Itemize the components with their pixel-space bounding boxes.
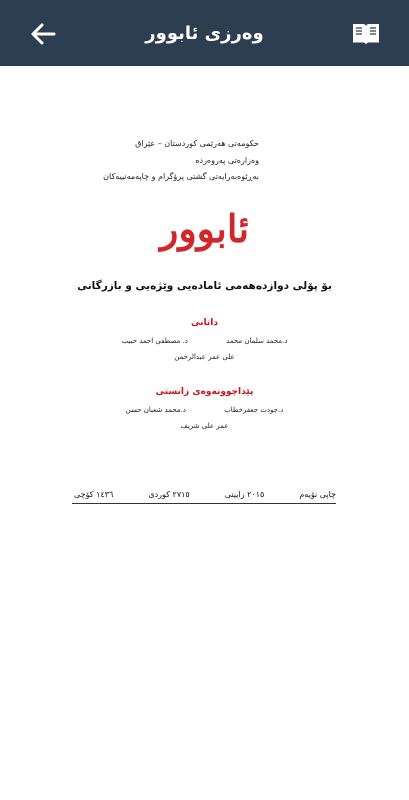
app-bar bbox=[0, 0, 409, 66]
table-of-contents-button[interactable] bbox=[351, 20, 381, 48]
app-title: وەرزی ئابوور bbox=[145, 22, 264, 44]
edition-item: ٢٧١٥ کوردی bbox=[148, 490, 190, 499]
ministry-header bbox=[59, 136, 259, 186]
edition-item: ٢٠١٥ زایینی bbox=[224, 490, 265, 499]
reviewer-name: د.محمد شعبان حسن bbox=[125, 406, 186, 414]
book-open-icon bbox=[351, 20, 381, 48]
book-logo: ئابوور bbox=[159, 206, 250, 251]
document-page bbox=[0, 66, 409, 800]
divider bbox=[72, 503, 336, 504]
edition-info bbox=[74, 490, 336, 499]
reviewer-name: عمر علی شريف bbox=[180, 422, 229, 430]
reviewers-row bbox=[0, 406, 409, 414]
authors-title: دانانی bbox=[191, 318, 218, 328]
reviewers-row bbox=[0, 422, 409, 430]
authors-row bbox=[0, 337, 409, 345]
authors-row bbox=[0, 353, 409, 361]
header-line: وەزارەتی پەروەردە bbox=[195, 155, 259, 165]
author-name: علی عمر عبدالرحمن bbox=[174, 353, 235, 361]
reviewer-name: د.جودت جعفرخطاب bbox=[224, 406, 284, 414]
author-name: د. مصطفى احمد حبيب bbox=[121, 337, 188, 345]
book-subtitle: بۆ پۆلی دوازدەهەمی ئامادەیی وێژەیی و بازرگانی bbox=[77, 280, 332, 292]
reviewers-title: پێداچوونەوەی زانستی bbox=[155, 387, 254, 397]
edition-item: ١٤٣٦ کۆچی bbox=[74, 490, 114, 499]
author-name: د.محمد سلمان محمد bbox=[226, 337, 288, 345]
edition-item: چاپی نۆیەم bbox=[299, 490, 336, 499]
header-line: بەڕێوەبەرایەتی گشتی پرۆگرام و چاپەمەنییەکان bbox=[103, 172, 259, 181]
header-line: حکومەتی هەرێمی کوردستان – عێراق bbox=[135, 139, 259, 148]
